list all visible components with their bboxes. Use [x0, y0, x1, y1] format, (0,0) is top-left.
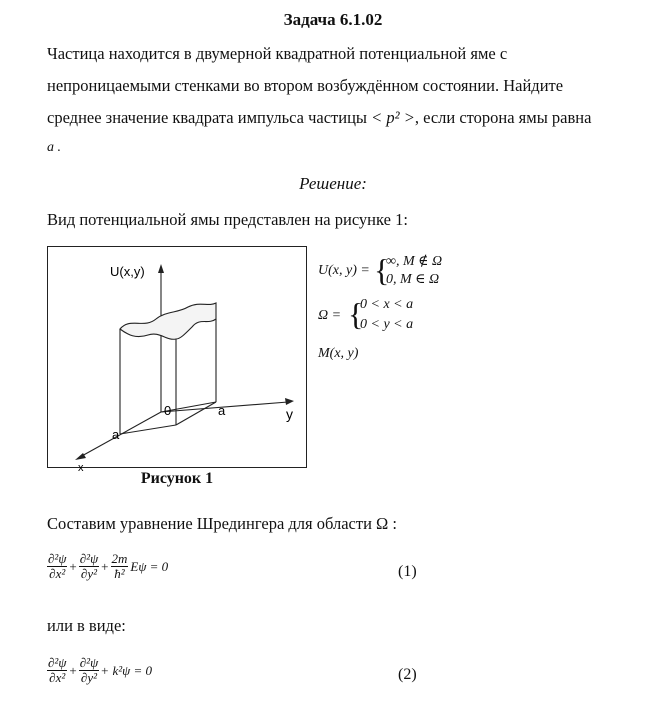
- eq1-term2: $\frac{\text{∂²ψ}}{\text{∂y²}}$: [79, 551, 99, 581]
- omega-brace: {: [348, 296, 364, 332]
- problem-line-1: Частица находится в двумерной квадратной потенциальной яме с: [47, 44, 508, 63]
- schrodinger-intro: Составим уравнение Шредингера для области Ω :: [47, 514, 398, 533]
- equation-1: $\frac{\text{∂²ψ}}{\text{∂x²}}$ + $\frac{\text{∂²ψ}}{\text{∂y²}}$ + $\frac{2m}{\text{ħ²}}$ Eψ = 0: [48, 551, 169, 581]
- equation-1-number: (1): [398, 563, 417, 580]
- problem-line-2: непроницаемыми стенками во втором возбуждённом состоянии. Найдите: [47, 76, 564, 95]
- x-axis-label: x: [78, 462, 84, 474]
- figure-1: [47, 246, 307, 474]
- equation-2: $\frac{\text{∂²ψ}}{\text{∂x²}}$ + $\frac{\text{∂²ψ}}{\text{∂y²}}$ + k²ψ = 0: [48, 655, 153, 685]
- u-case-infinite: ∞, M ∉ Ω: [386, 254, 443, 269]
- equation-2-number: (2): [398, 666, 417, 683]
- origin-label: 0: [164, 403, 172, 418]
- eq1-term3: $\frac{2m}{\text{ħ²}}$: [111, 551, 128, 581]
- figure-caption: Рисунок 1: [140, 470, 214, 487]
- u-lhs: U(x, y) =: [318, 263, 370, 278]
- eq2-term1: $\frac{\text{∂²ψ}}{\text{∂x²}}$: [48, 655, 67, 685]
- y-axis-label: y: [286, 406, 293, 422]
- problem-line-3-pre: среднее значение квадрата импульса частицы: [47, 108, 372, 127]
- eq2-term2: $\frac{\text{∂²ψ}}{\text{∂y²}}$: [79, 655, 99, 685]
- side-a-x-label: a: [112, 427, 120, 442]
- solution-heading: Решение:: [299, 174, 367, 193]
- potential-well-diagram: [48, 247, 306, 474]
- problem-line-3: [47, 108, 591, 128]
- side-a-y-label: a: [218, 403, 226, 418]
- or-form-text: или в виде:: [47, 616, 126, 635]
- problem-line-3-post: , если сторона ямы равна: [414, 108, 592, 127]
- omega-case-y: 0 < y < a: [360, 317, 414, 332]
- y-axis-arrow: [285, 398, 294, 405]
- axis-u-label: U(x,y): [110, 264, 145, 279]
- well-intro: Вид потенциальной ямы представлен на рисунке 1:: [47, 210, 408, 229]
- omega-lhs: Ω =: [318, 308, 342, 323]
- problem-title: Задача 6.1.02: [283, 10, 383, 29]
- u-axis-arrow: [158, 264, 164, 273]
- eq1-term1: $\frac{\text{∂²ψ}}{\text{∂x²}}$: [48, 551, 67, 581]
- u-case-zero: 0, M ∈ Ω: [386, 272, 440, 287]
- omega-case-x: 0 < x < a: [360, 297, 414, 312]
- wall-top-wavy: [120, 303, 216, 339]
- problem-line-4: a .: [47, 140, 61, 155]
- point-definition: M(x, y): [318, 346, 359, 361]
- u-brace: {: [374, 252, 390, 288]
- eq2-tail: k²ψ = 0: [112, 662, 153, 678]
- eq1-tail: Eψ = 0: [130, 558, 169, 574]
- momentum-square-formula: < p² >: [371, 108, 415, 127]
